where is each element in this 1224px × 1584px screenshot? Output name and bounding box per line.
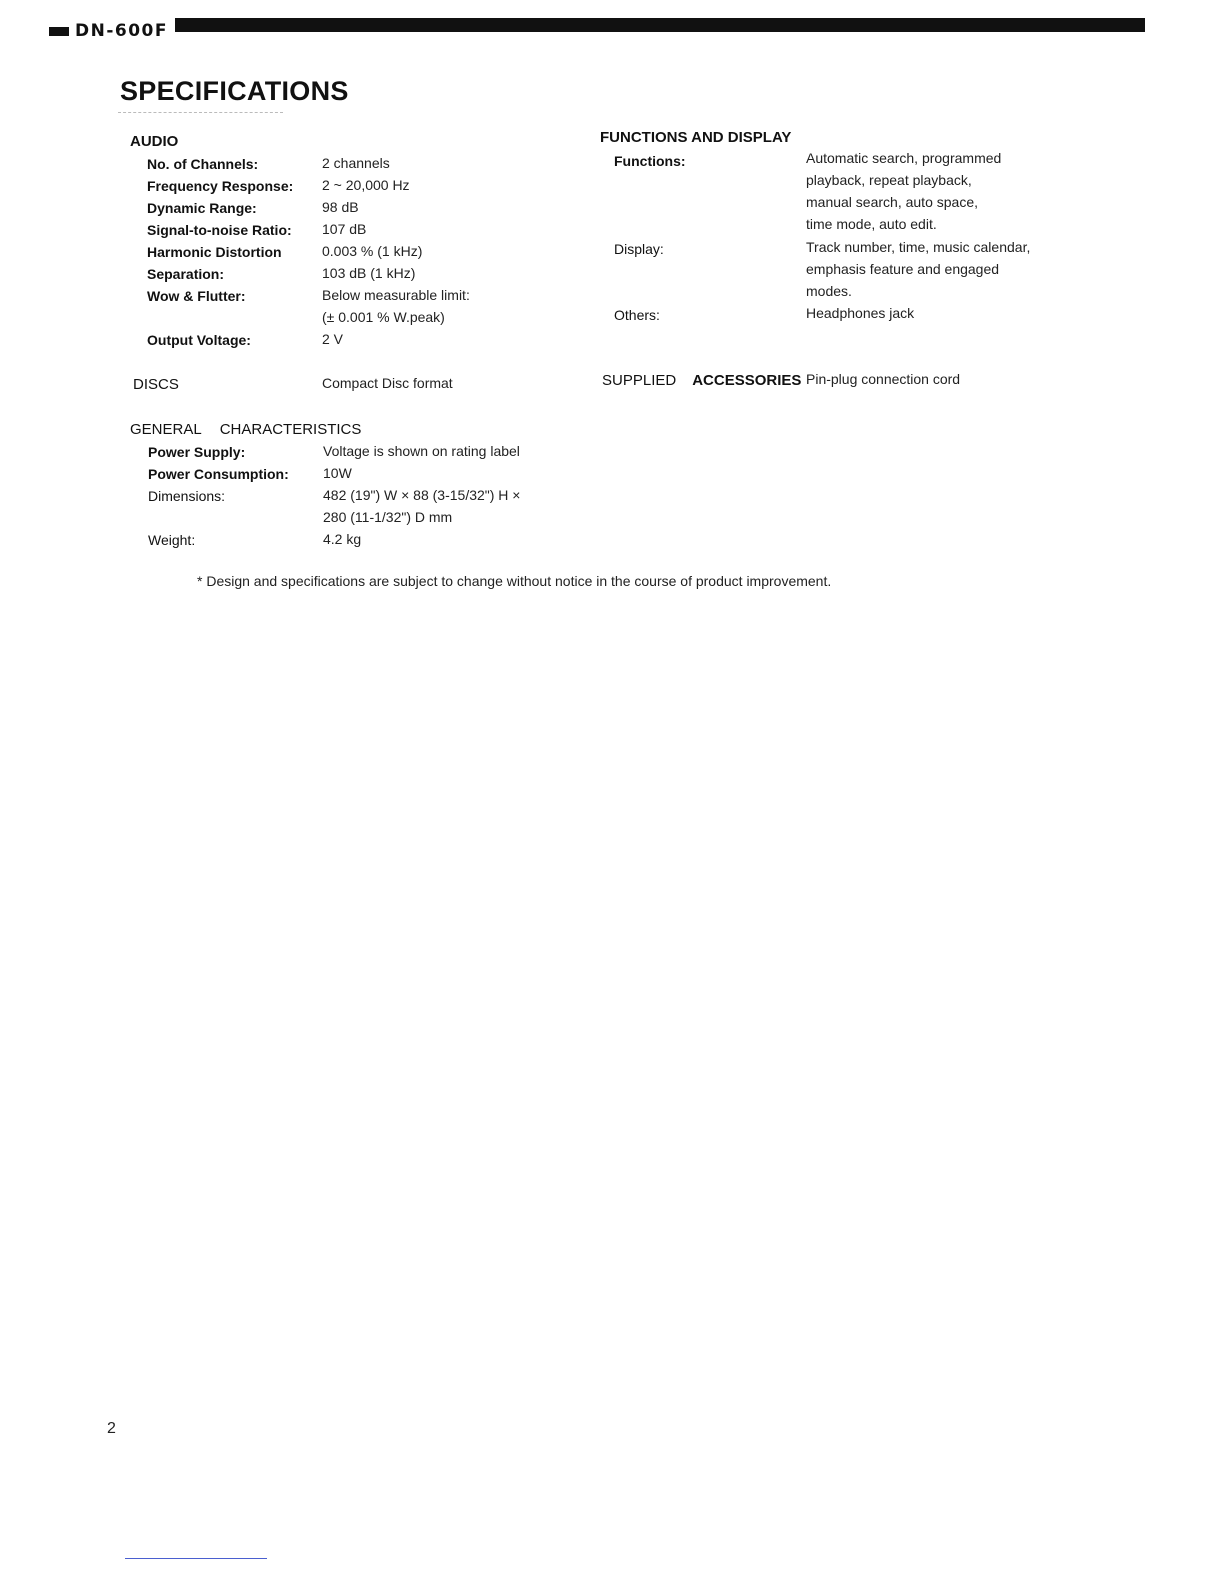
spec-label: No. of Channels: (147, 156, 259, 172)
spec-value: 107 dB (322, 221, 367, 237)
spec-label: Power Supply: (148, 444, 246, 460)
functions-heading: FUNCTIONS AND DISPLAY (600, 129, 792, 146)
discs-value: Compact Disc format (322, 375, 453, 391)
spec-label: Frequency Response: (147, 178, 294, 194)
spec-value: Headphones jack (806, 305, 915, 321)
spec-value: 482 (19") W × 88 (3-15/32") H × 280 (11-1/32") D mm (323, 487, 521, 525)
spec-label: Wow & Flutter: (147, 288, 246, 304)
spec-label: Weight: (148, 532, 196, 548)
header-rule (175, 18, 1145, 32)
spec-value: 10W (323, 465, 352, 481)
spec-label: Signal-to-noise Ratio: (147, 222, 292, 238)
spec-label: Others: (614, 307, 660, 323)
page-number: 2 (107, 1420, 116, 1437)
accessories-heading: SUPPLIED ACCESSORIES (602, 372, 802, 389)
general-heading: GENERAL CHARACTERISTICS (130, 421, 362, 438)
spec-value: 2 V (322, 331, 344, 347)
spec-value: 2 channels (322, 155, 390, 171)
spec-label: Functions: (614, 153, 686, 169)
footer-rule (125, 1558, 267, 1559)
spec-value: 103 dB (1 kHz) (322, 265, 416, 281)
footnote: * Design and specifications are subject to change without notice in the course of product improvement. (197, 573, 832, 589)
spec-label: Power Consumption: (148, 466, 289, 482)
spec-value: 0.003 % (1 kHz) (322, 243, 423, 259)
spec-label: Display: (614, 241, 664, 257)
title-underline (118, 112, 283, 113)
accessories-value: Pin-plug connection cord (806, 371, 961, 387)
spec-label: Dynamic Range: (147, 200, 257, 216)
spec-value: 98 dB (322, 199, 359, 215)
header-marker-block (49, 27, 69, 36)
spec-label: Harmonic Distortion (147, 244, 282, 260)
page-title: SPECIFICATIONS (120, 76, 349, 106)
spec-value: 4.2 kg (323, 531, 362, 547)
spec-value: Voltage is shown on rating label (323, 443, 520, 459)
model-name: DN-600F (75, 21, 168, 41)
spec-label: Separation: (147, 266, 225, 282)
spec-label: Output Voltage: (147, 332, 251, 348)
spec-value: Track number, time, music calendar, emphasis feature and engaged modes. (806, 239, 1031, 299)
discs-heading: DISCS (133, 376, 179, 393)
audio-heading: AUDIO (130, 133, 179, 150)
spec-label: Dimensions: (148, 488, 226, 504)
spec-value: 2 ~ 20,000 Hz (322, 177, 410, 193)
spec-value: Below measurable limit: (± 0.001 % W.peak) (322, 287, 470, 325)
spec-value: Automatic search, programmed playback, repeat playback, manual search, auto space, time mode, auto edit. (806, 150, 1002, 232)
